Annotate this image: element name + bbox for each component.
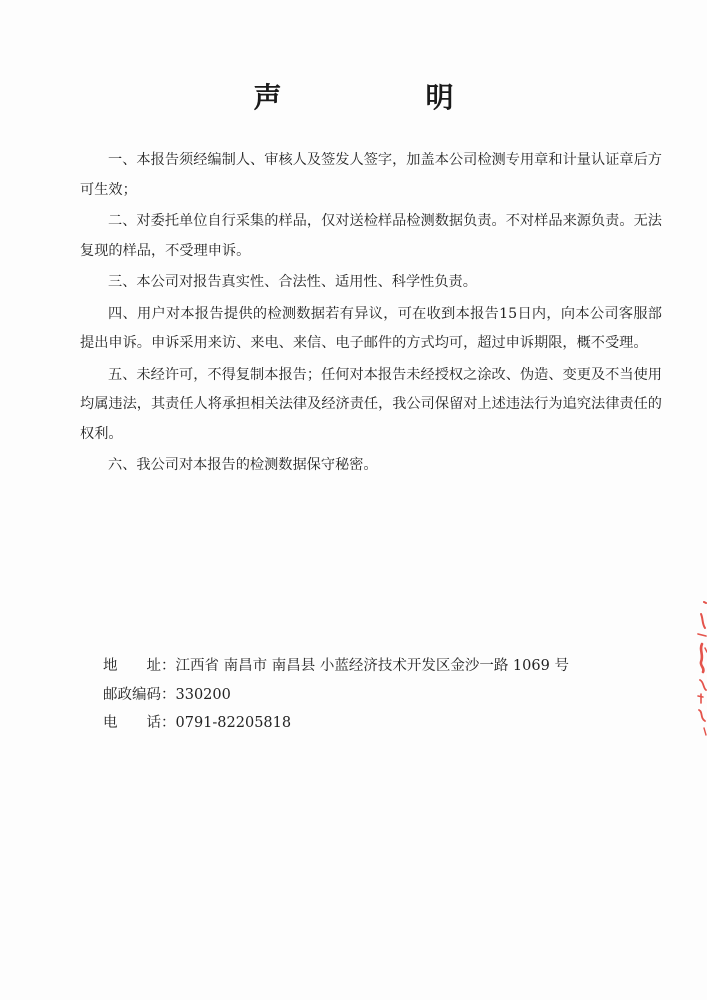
seal-stamp-icon: [686, 600, 707, 740]
phone-line: [103, 709, 623, 738]
page-title: 声 明: [253, 81, 512, 114]
statement-body: [80, 146, 662, 481]
clause-5: 五、未经许可，不得复制本报告；任何对本报告未经授权之涂改、伪造、变更及不当使用均属违法，其责任人将承担相关法律及经济责任，我公司保留对上述违法行为追究法律责任的权利。: [80, 366, 662, 442]
postcode-label: 邮政编码：: [103, 686, 176, 703]
phone-label: 电 话：: [103, 715, 176, 731]
address-label: 地 址：: [103, 658, 176, 674]
clause-3: 三、本公司对报告真实性、合法性、适用性、科学性负责。: [108, 274, 477, 290]
seal-stamp-fragment: [686, 600, 707, 740]
postcode-line: [103, 681, 623, 710]
address-value: 江西省 南昌市 南昌县 小蓝经济技术开发区金沙一路 1069 号: [175, 658, 569, 674]
phone-value: 0791-82205818: [175, 715, 292, 731]
clause-2: 二、对委托单位自行采集的样品，仅对送检样品检测数据负责。不对样品来源负责。无法复现的样品，不受理申诉。: [80, 213, 662, 259]
clause-1: 一、本报告须经编制人、审核人及签发人签字，加盖本公司检测专用章和计量认证章后方可生效；: [80, 152, 662, 198]
clause-4: 四、用户对本报告提供的检测数据若有异议，可在收到本报告15日内，向本公司客服部提出申诉。申诉采用来访、来电、来信、电子邮件的方式均可，超过申诉期限，概不受理。: [80, 305, 662, 351]
clause-6: 六、我公司对本报告的检测数据保守秘密。: [108, 457, 378, 473]
address-line: [103, 652, 623, 681]
postcode-value: 330200: [175, 686, 231, 703]
contact-info: [103, 652, 623, 738]
